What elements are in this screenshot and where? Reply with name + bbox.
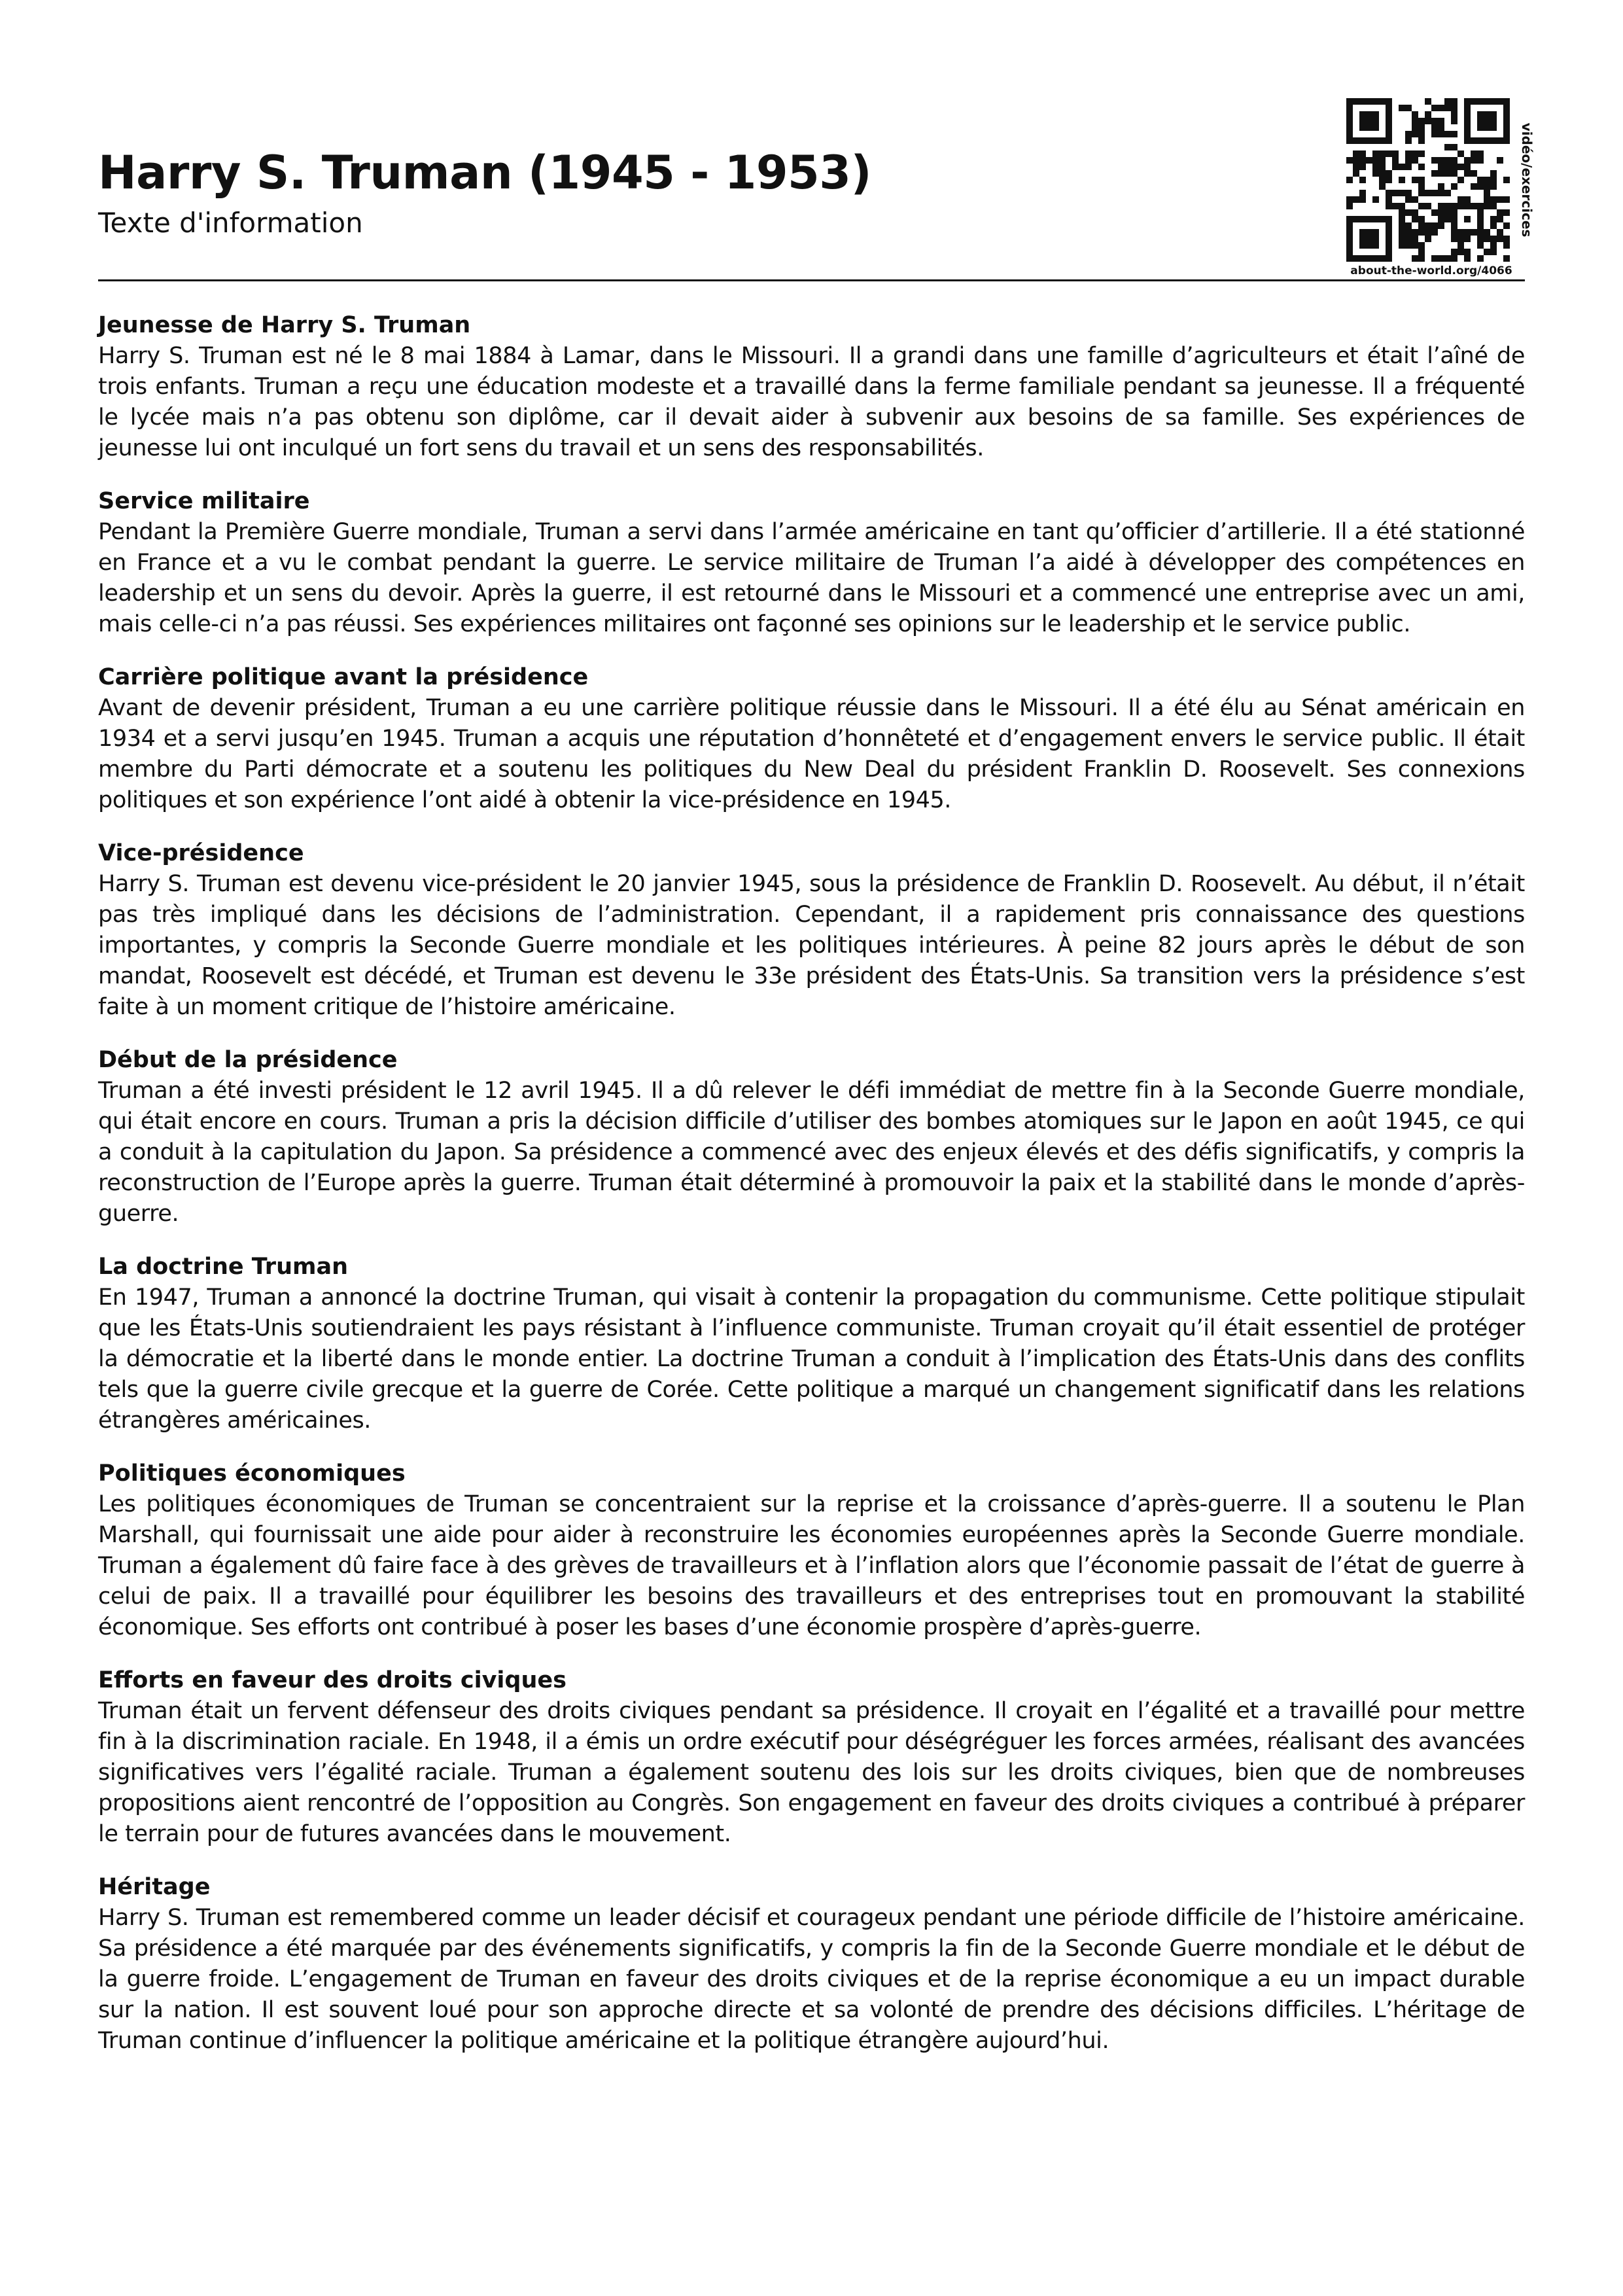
section-paragraph: Avant de devenir président, Truman a eu une carrière politique réussie dans le Missouri. Il a été élu au Sénat américain en 1934 et a servi jusqu’en 1945. Truman a acquis une réputation d’honnêteté et d’engagement envers le service public. Il était membre du Parti démocrate et a soutenu les politiques du New Deal du président Franklin D. Roosevelt. Ses connexions politiques et son expérience l’ont aidé à obtenir la vice-présidence en 1945. xyxy=(98,695,1525,813)
section-heading: Carrière politique avant la présidence xyxy=(98,664,589,690)
section-heading: Politiques économiques xyxy=(98,1460,406,1487)
section-droits-civiques xyxy=(98,1665,1525,1850)
section-doctrine-truman xyxy=(98,1252,1525,1436)
section-paragraph: Harry S. Truman est né le 8 mai 1884 à Lamar, dans le Missouri. Il a grandi dans une famille d’agriculteurs et était l’aîné de trois enfants. Truman a reçu une éducation modeste et a travaillé dans la ferme familiale pendant sa jeunesse. Il a fréquenté le lycée mais n’a pas obtenu son diplôme, car il devait aider à subvenir aux besoins de sa famille. Ses expériences de jeunesse lui ont inculqué un fort sens du travail et un sens des responsabilités. xyxy=(98,343,1525,461)
section-paragraph: Harry S. Truman est remembered comme un leader décisif et courageux pendant une période difficile de l’histoire américaine. Sa présidence a été marquée par des événements significatifs, y compris la fin de la Seconde Guerre mondiale et le début de la guerre froide. L’engagement de Truman en faveur des droits civiques et de la reprise économique a eu un impact durable sur la nation. Il est souvent loué pour son approche directe et sa volonté de prendre des décisions difficiles. L’héritage de Truman continue d’influencer la politique américaine et la politique étrangère aujourd’hui. xyxy=(98,1905,1525,2054)
text-body xyxy=(98,310,1525,2079)
section-paragraph: Truman a été investi président le 12 avril 1945. Il a dû relever le défi immédiat de mettre fin à la Seconde Guerre mondiale, qui était encore en cours. Truman a pris la décision difficile d’utiliser des bombes atomiques sur le Japon en août 1945, ce qui a conduit à la capitulation du Japon. Sa présidence a commencé avec des enjeux élevés et des défis significatifs, y compris la reconstruction de l’Europe après la guerre. Truman était déterminé à promouvoir la paix et la stabilité dans le monde d’après-guerre. xyxy=(98,1078,1525,1227)
section-paragraph: Pendant la Première Guerre mondiale, Truman a servi dans l’armée américaine en tant qu’officier d’artillerie. Il a été stationné en France et a vu le combat pendant la guerre. Le service militaire de Truman l’a aidé à développer des compétences en leadership et un sens du devoir. Après la guerre, il est retourné dans le Missouri et a commencé une entreprise avec un ami, mais celle-ci n’a pas réussi. Ses expériences militaires ont façonné ses opinions sur le leadership et le service public. xyxy=(98,519,1525,637)
section-heading: Début de la présidence xyxy=(98,1047,398,1073)
section-debut-presidence xyxy=(98,1045,1525,1229)
qr-code-icon[interactable] xyxy=(1346,98,1510,262)
section-heading: La doctrine Truman xyxy=(98,1254,348,1280)
section-heading: Vice-présidence xyxy=(98,840,304,866)
section-carriere-politique xyxy=(98,662,1525,816)
section-heading: Service militaire xyxy=(98,488,310,514)
section-paragraph: Les politiques économiques de Truman se concentraient sur la reprise et la croissance d’après-guerre. Il a soutenu le Plan Marshall, qui fournissait une aide pour aider à reconstruire les économies européennes après la Seconde Guerre mondiale. Truman a également dû faire face à des grèves de travailleurs et à l’inflation alors que l’économie passait de l’état de guerre à celui de paix. Il a travaillé pour équilibrer les besoins des travailleurs et des entreprises tout en promouvant la stabilité économique. Ses efforts ont contribué à poser les bases d’une économie prospère d’après-guerre. xyxy=(98,1491,1525,1640)
page-subtitle: Texte d'information xyxy=(98,207,363,239)
section-heading: Jeunesse de Harry S. Truman xyxy=(98,312,471,338)
section-jeunesse xyxy=(98,310,1525,464)
section-paragraph: En 1947, Truman a annoncé la doctrine Truman, qui visait à contenir la propagation du communisme. Cette politique stipulait que les États-Unis soutiendraient les pays résistant à l’influence communiste. Truman croyait qu’il était essentiel de protéger la démocratie et la liberté dans le monde entier. La doctrine Truman a conduit à l’implication des États-Unis dans des conflits tels que la guerre civile grecque et la guerre de Corée. Cette politique a marqué un changement significatif dans les relations étrangères américaines. xyxy=(98,1284,1525,1434)
section-heading: Héritage xyxy=(98,1874,211,1900)
section-paragraph: Harry S. Truman est devenu vice-président le 20 janvier 1945, sous la présidence de Franklin D. Roosevelt. Au début, il n’était pas très impliqué dans les décisions de l’administration. Cependant, il a rapidement pris connaissance des questions importantes, y compris la Seconde Guerre mondiale et les politiques intérieures. À peine 82 jours après le début de son mandat, Roosevelt est décédé, et Truman est devenu le 33e président des États-Unis. Sa transition vers la présidence s’est faite à un moment critique de l’histoire américaine. xyxy=(98,871,1525,1020)
qr-side-label: vidéo/exercices xyxy=(1519,122,1535,238)
header-divider xyxy=(98,279,1525,281)
section-paragraph: Truman était un fervent défenseur des droits civiques pendant sa présidence. Il croyait en l’égalité et a travaillé pour mettre fin à la discrimination raciale. En 1948, il a émis un ordre exécutif pour déségréguer les forces armées, réalisant des avancées significatives vers l’égalité raciale. Truman a également soutenu des lois sur les droits civiques, bien que de nombreuses propositions aient rencontré de l’opposition au Congrès. Son engagement en faveur des droits civiques a contribué à préparer le terrain pour de futures avancées dans le mouvement. xyxy=(98,1698,1525,1847)
page-header xyxy=(98,98,1524,281)
section-service-militaire xyxy=(98,486,1525,640)
section-politiques-economiques xyxy=(98,1458,1525,1643)
section-vice-presidence xyxy=(98,838,1525,1023)
qr-url[interactable]: about-the-world.org/4066 xyxy=(1350,264,1512,277)
qr-block xyxy=(1346,98,1543,281)
section-heritage xyxy=(98,1872,1525,2057)
page-title: Harry S. Truman (1945 - 1953) xyxy=(98,146,871,200)
section-heading: Efforts en faveur des droits civiques xyxy=(98,1667,567,1693)
